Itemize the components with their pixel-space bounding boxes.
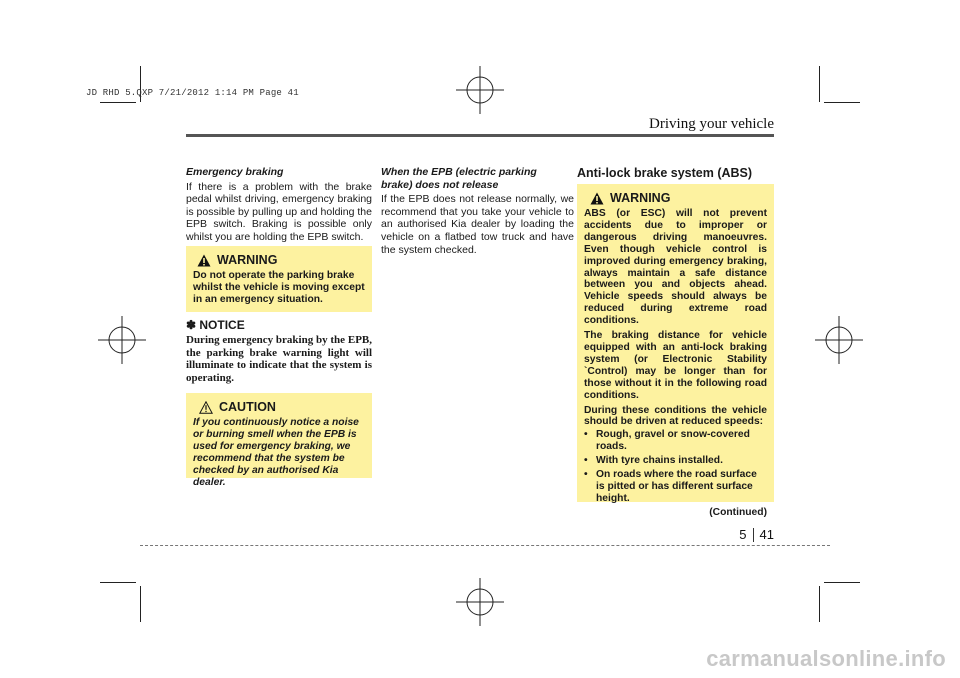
abs-warning-para-3: During these conditions the vehicle should be driven at reduced speeds:: [584, 404, 767, 428]
emergency-braking-paragraph: If there is a problem with the brake pedal whilst driving, emergency braking is possible by pulling up and holding the EPB switch. Braking is possible only whilst you are holding the EPB switch.: [186, 180, 372, 243]
parking-brake-warning-box: [186, 246, 372, 312]
registration-mark-icon: [98, 316, 146, 364]
crop-mark: [824, 102, 860, 103]
abs-warning-title: WARNING: [610, 191, 671, 205]
abs-warning-para-2: The braking distance for vehicle equipped with an anti-lock braking system (or Electronic Stability `Control) may be longer than for those without it in the following road conditions.: [584, 330, 767, 401]
crop-mark: [824, 582, 860, 583]
bullet-dot: •: [584, 469, 588, 481]
print-slug: JD RHD 5.QXP 7/21/2012 1:14 PM Page 41: [86, 88, 299, 98]
abs-section-title: Anti-lock brake system (ABS): [577, 166, 753, 180]
header-rule: [186, 134, 774, 137]
crop-mark: [819, 66, 820, 102]
warning-triangle-icon: [590, 192, 604, 205]
page-number: [739, 527, 774, 542]
epb-release-paragraph: If the EPB does not release normally, we recommend that you take your vehicle to an authorised Kia dealer by loading the vehicle on a flatbed tow truck and have the system checked.: [381, 193, 574, 256]
notice: [186, 318, 372, 384]
emergency-braking-subhead: Emergency braking: [186, 166, 284, 178]
registration-mark-icon: [456, 66, 504, 114]
epb-release-subhead: When the EPB (electric parking brake) does not release: [381, 166, 537, 191]
section-header-title: Driving your vehicle: [649, 116, 774, 132]
footer-dashed-rule: [140, 545, 830, 546]
column-1: [186, 166, 372, 244]
page-number-separator: [753, 528, 754, 542]
notice-title: ✽ NOTICE: [186, 318, 245, 332]
caution-title: CAUTION: [219, 400, 276, 414]
notice-text: During emergency braking by the EPB, the parking brake warning light will illuminate to indicate that the system is operating.: [186, 334, 372, 384]
crop-mark: [100, 582, 136, 583]
registration-mark-icon: [815, 316, 863, 364]
bullet-dot: •: [584, 455, 588, 467]
chapter-number: 5: [739, 527, 747, 542]
crop-mark: [819, 586, 820, 622]
warning-heading: [193, 253, 365, 267]
abs-warning-bullet: [584, 469, 767, 505]
crop-mark: [100, 102, 136, 103]
abs-warning-bullet: [584, 455, 767, 467]
column-2: [381, 166, 574, 256]
abs-warning-box: [577, 184, 774, 518]
bullet-text: On roads where the road surface is pitted or has different surface height.: [596, 469, 757, 504]
watermark: carmanualsonline.info: [706, 646, 946, 671]
caution-triangle-icon: [199, 401, 213, 414]
bullet-text: With tyre chains installed.: [596, 455, 723, 467]
registration-mark-icon: [456, 578, 504, 626]
crop-mark: [140, 586, 141, 622]
warning-text: Do not operate the parking brake whilst the vehicle is moving except in an emergency situation.: [193, 270, 365, 305]
abs-warning-bullet: [584, 429, 767, 453]
continued-label: (Continued): [709, 506, 767, 518]
abs-warning-heading: [584, 191, 767, 205]
bullet-text: Rough, gravel or snow-covered roads.: [596, 429, 750, 453]
abs-warning-para-1: ABS (or ESC) will not prevent accidents due to improper or dangerous driving manoeuvres. Even though vehicle control is improved during emergency braking, always maintain a safe distance between you and objects ahead. Vehicle speeds should always be reduced during extreme road conditions.: [584, 208, 767, 327]
warning-title: WARNING: [217, 253, 278, 267]
page-number-value: 41: [759, 527, 774, 542]
warning-triangle-icon: [197, 254, 211, 267]
bullet-dot: •: [584, 429, 588, 441]
caution-heading: [193, 400, 365, 414]
caution-box: [186, 393, 372, 488]
caution-text: If you continuously notice a noise or burning smell when the EPB is used for emergency braking, we recommend that the system be checked by an authorised Kia dealer.: [193, 417, 359, 488]
